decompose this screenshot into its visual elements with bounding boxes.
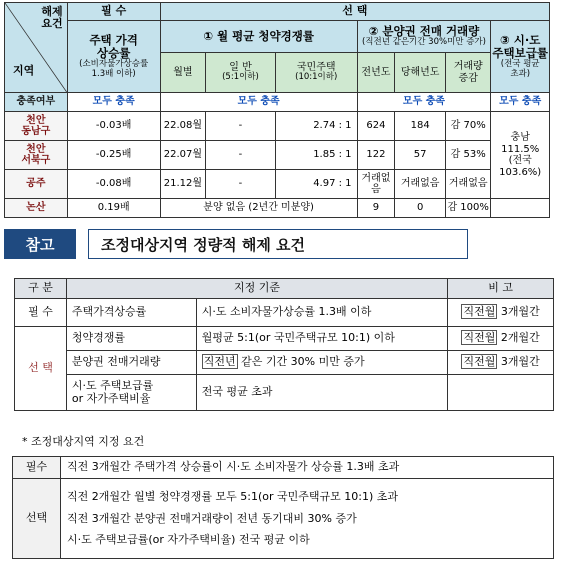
criteria-rest: 같은 기간 30% 미만 증가 [237, 355, 365, 369]
required-label: 필수 [13, 457, 61, 479]
note-cell [448, 351, 554, 375]
required-label: 필 수 [15, 299, 67, 327]
change-cell: 거래없음 [446, 170, 491, 199]
note-rest: 3개월간 [497, 305, 540, 319]
item-cell: 청약경쟁률 [66, 327, 196, 351]
group3-title: ③ 시·도 주택보급률 [492, 32, 548, 60]
prev-year-cell: 거래없 음 [357, 170, 395, 199]
reference-section [4, 229, 550, 259]
this-year-header: 당해년도 [395, 53, 446, 93]
group2-header [357, 21, 491, 53]
group2-title: ② 분양권 전매 거래량 [368, 24, 480, 38]
month-cell: 22.08월 [160, 112, 205, 141]
this-year-cell: 184 [395, 112, 446, 141]
optional-line: 시·도 주택보급률(or 자가주택비율) 전국 평균 이하 [67, 533, 310, 547]
change-cell: 감 100% [446, 199, 491, 218]
prev-year-cell: 122 [357, 141, 395, 170]
month-cell: 21.12월 [160, 170, 205, 199]
group2-sub: (직전년 같은기간 30%미만 증가) [361, 37, 486, 48]
criteria-header: 지정 기준 [66, 279, 447, 299]
check-group1: 모두 충족 [160, 93, 357, 112]
release-status-table [4, 2, 550, 218]
change-cell: 감 70% [446, 112, 491, 141]
general-cell: - [206, 112, 276, 141]
region-cell: 천안 서북구 [5, 141, 68, 170]
group1-merged-cell: 분양 없음 (2년간 미분양) [160, 199, 357, 218]
national-cell: 1.85 : 1 [275, 141, 357, 170]
general-note: (5:1이하) [222, 72, 259, 83]
optional-line: 직전 3개월간 분양권 전매거래량이 전년 동기대비 30% 증가 [67, 511, 357, 525]
prev-year-cell: 624 [357, 112, 395, 141]
item-cell: 분양권 전매거래량 [66, 351, 196, 375]
group1-header: ① 월 평균 청약경쟁률 [160, 21, 357, 53]
table-row [5, 170, 550, 199]
required-text: 직전 3개월간 주택가격 상승률이 시·도 소비자물가 상승률 1.3배 초과 [61, 457, 554, 479]
price-col-title: 주택 가격 상승률 [89, 32, 138, 60]
prev-year-header: 전년도 [357, 53, 395, 93]
price-cell: -0.03배 [67, 112, 160, 141]
region-cell: 천안 동남구 [5, 112, 68, 141]
table-row [5, 199, 550, 218]
change-header: 거래량 증감 [446, 53, 491, 93]
criteria-cell [196, 351, 447, 375]
supply-rate-empty [491, 199, 550, 218]
note-rest: 3개월간 [497, 355, 540, 369]
note-boxed: 직전월 [463, 305, 496, 319]
optional-line: 직전 2개월간 월별 청약경쟁률 모두 5:1(or 국민주택규모 10:1) 초과 [67, 490, 398, 504]
this-year-cell: 57 [395, 141, 446, 170]
criteria-cell: 전국 평균 초과 [196, 375, 447, 411]
table-row [15, 299, 554, 327]
category-header: 구 분 [15, 279, 67, 299]
item-cell: 시·도 주택보급률 or 자가주택비율 [66, 375, 196, 411]
note-header: 비 고 [448, 279, 554, 299]
table-row [13, 479, 554, 559]
reference-title: 조정대상지역 정량적 해제 요건 [88, 229, 468, 259]
corner-top-label: 해제 요건 [41, 5, 63, 30]
optional-text [61, 479, 554, 559]
this-year-cell: 거래없음 [395, 170, 446, 199]
region-cell: 공주 [5, 170, 68, 199]
national-cell: 4.97 : 1 [275, 170, 357, 199]
footnote-title: * 조정대상지역 지정 요건 [22, 435, 145, 448]
general-label: 일 반 [229, 61, 252, 73]
table-row [15, 351, 554, 375]
note-cell [448, 299, 554, 327]
table-row [15, 327, 554, 351]
national-label: 국민주택 [296, 61, 336, 73]
note-boxed: 직전월 [463, 331, 496, 345]
corner-bottom-label: 지역 [13, 64, 35, 78]
item-cell: 주택가격상승률 [66, 299, 196, 327]
price-col-sub: (소비자물가상승률 1.3배 이하) [79, 58, 149, 79]
note-cell [448, 375, 554, 411]
supply-rate-cell: 충남 111.5% (전국 103.6%) [491, 112, 550, 199]
table-row [5, 141, 550, 170]
this-year-cell: 0 [395, 199, 446, 218]
release-criteria-table [14, 278, 554, 411]
general-header [206, 53, 276, 93]
national-cell: 2.74 : 1 [275, 112, 357, 141]
price-cell: 0.19배 [67, 199, 160, 218]
table-row [5, 112, 550, 141]
criteria-boxed: 직전년 [203, 355, 236, 369]
reference-badge: 참고 [4, 229, 76, 259]
required-header: 필 수 [67, 3, 160, 21]
optional-header: 선 택 [160, 3, 549, 21]
check-group2: 모두 충족 [357, 93, 491, 112]
price-cell: -0.08배 [67, 170, 160, 199]
criteria-cell: 월평균 5:1(or 국민주택규모 10:1) 이하 [196, 327, 447, 351]
general-cell: - [206, 170, 276, 199]
general-cell: - [206, 141, 276, 170]
price-column-header [67, 21, 160, 93]
optional-label: 선 택 [15, 327, 67, 411]
optional-label: 선택 [13, 479, 61, 559]
criteria-cell: 시·도 소비자물가상승률 1.3배 이하 [196, 299, 447, 327]
note-cell [448, 327, 554, 351]
check-group3: 모두 충족 [491, 93, 550, 112]
table-row [15, 375, 554, 411]
price-cell: -0.25배 [67, 141, 160, 170]
change-cell: 감 53% [446, 141, 491, 170]
designation-criteria-table [12, 456, 554, 559]
region-cell: 논산 [5, 199, 68, 218]
national-note: (10:1이하) [295, 72, 338, 83]
month-cell: 22.07월 [160, 141, 205, 170]
note-rest: 2개월간 [497, 331, 540, 345]
check-label: 충족여부 [5, 93, 68, 112]
note-boxed: 직전월 [463, 355, 496, 369]
check-required: 모두 충족 [67, 93, 160, 112]
table-row [13, 457, 554, 479]
group3-header [491, 21, 550, 93]
national-header [275, 53, 357, 93]
corner-header [5, 3, 68, 93]
prev-year-cell: 9 [357, 199, 395, 218]
group3-sub: (전국 평균 초과) [500, 58, 540, 79]
month-header: 월별 [160, 53, 205, 93]
